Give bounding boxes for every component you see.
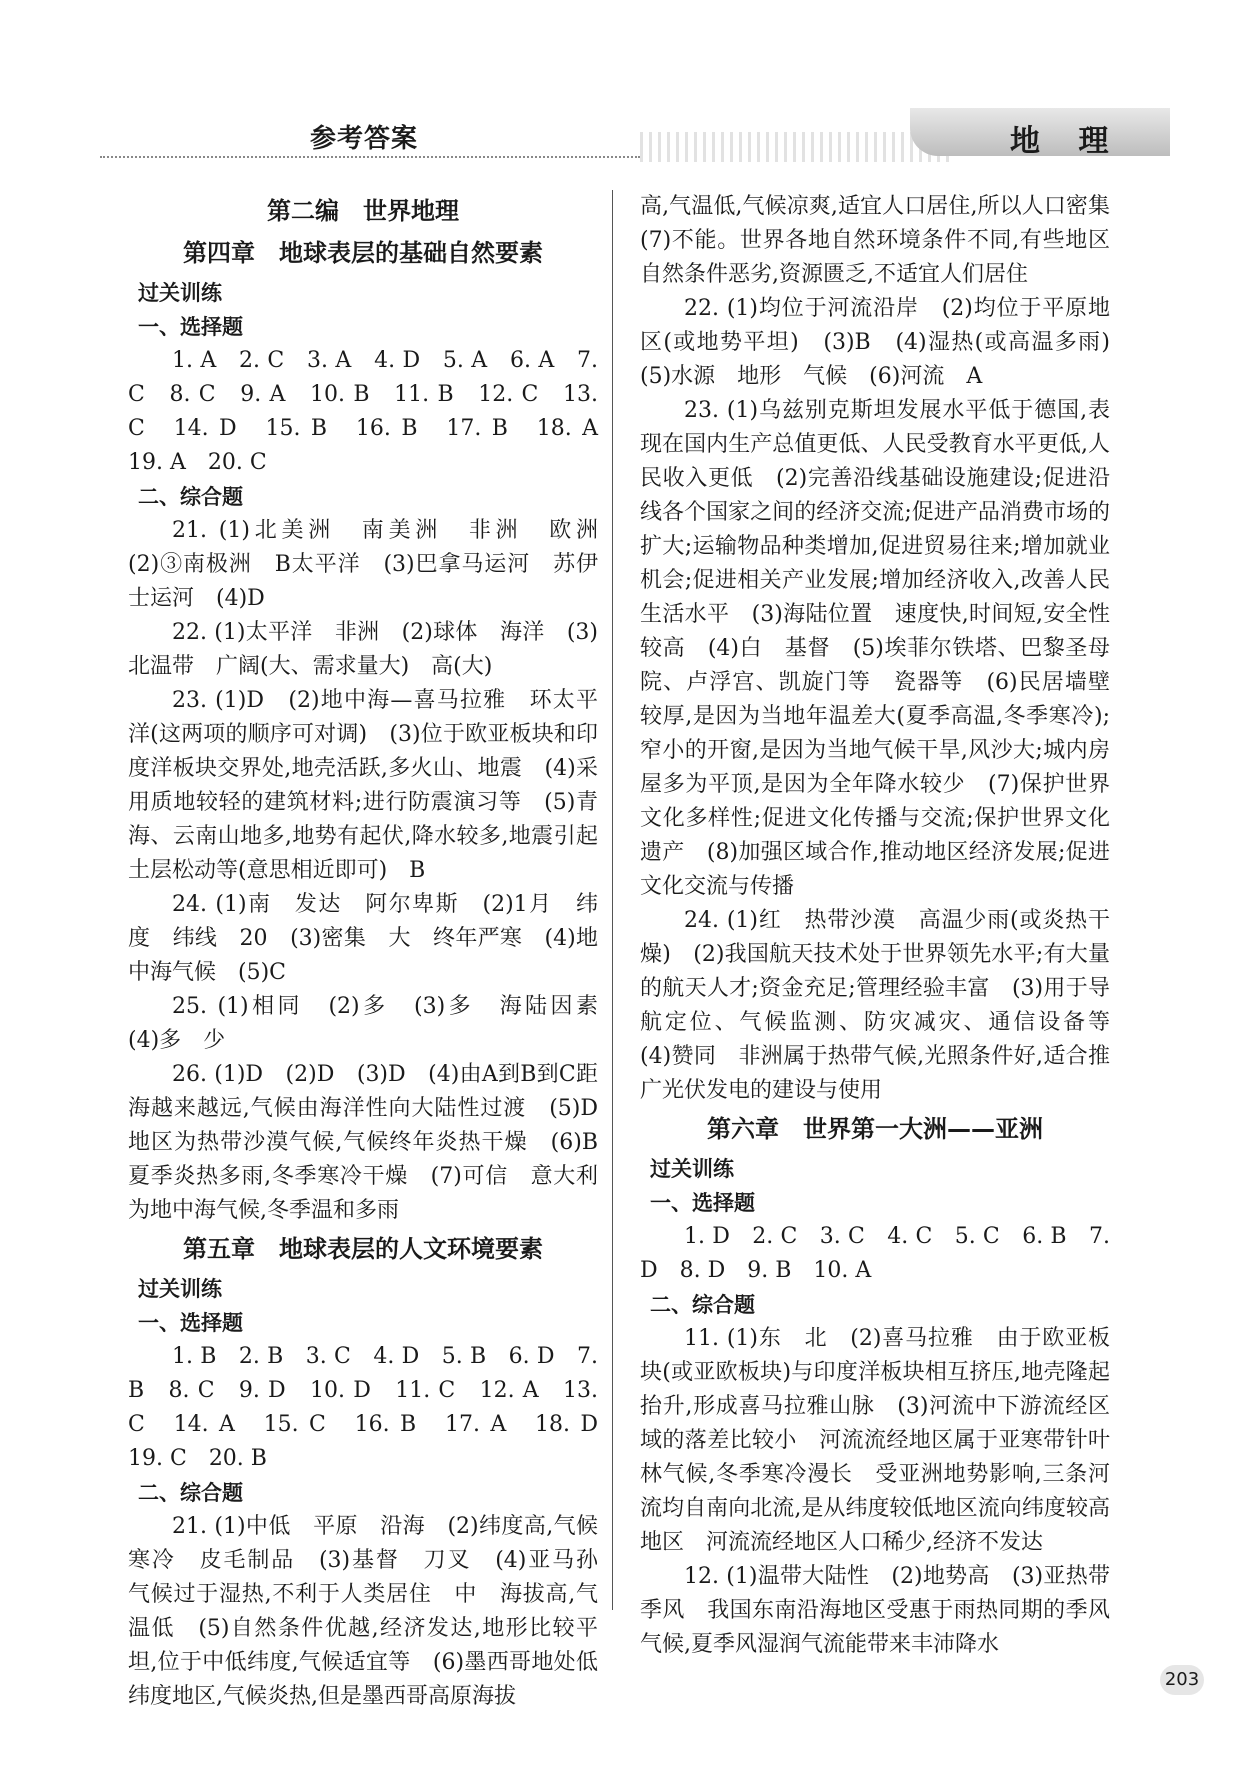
answer-paragraph: 25. (1)相同 (2)多 (3)多 海陆因素 (4)多 少 — [128, 994, 621, 1053]
answer-paragraph: 21. (1)北美洲 南美洲 非洲 欧洲 (2)③南极洲 B太平洋 (3)巴拿马运河 苏伊士运河 (4)D — [128, 518, 621, 611]
section-title: 第五章 地球表层的人文环境要素 — [183, 1235, 543, 1263]
answer-paragraph: 12. (1)温带大陆性 (2)地势高 (3)亚热带季风 我国东南沿海地区受惠于雨热同期的季风气候,夏季风湿润气流能带来丰沛降水 — [640, 1564, 1110, 1657]
column-divider — [612, 190, 613, 1610]
section-title: 第二编 世界地理 — [267, 197, 459, 225]
header-dotted-rule — [100, 156, 640, 158]
subsection-heading: 一、选择题 — [650, 1191, 755, 1215]
subject-name: 地 理 — [1010, 124, 1123, 159]
header-decoration — [640, 132, 950, 162]
answer-paragraph: 21. (1)中低 平原 沿海 (2)纬度高,气候寒冷 皮毛制品 (3)基督 刀叉 (4)亚马孙 气候过于湿热,不利于人类居住 中 海拔高,气温低 (5)自然条件优越,经济发达,地形比较平坦,位于中低纬度,气候适宜等 (6)墨西哥地处低纬度地区,气候炎热,但是墨西哥高原海拔 — [128, 1514, 621, 1709]
subsection-heading: 一、选择题 — [138, 315, 243, 339]
answer-paragraph: 23. (1)乌兹别克斯坦发展水平低于德国,表现在国内生产总值更低、人民受教育水平更低,人民收入更低 (2)完善沿线基础设施建设;促进沿线各个国家之间的经济交流;促进产品消费市场的扩大;运输物品种类增加,促进贸易往来;增加就业机会;促进相关产业发展;增加经济收入,改善人民生活水平 (3)海陆位置 速度快,时间短,安全性较高 (4)白 基督 (5)埃菲尔铁塔、巴黎圣母院、卢浮宫、凯旋门等 瓷器等 (6)民居墙壁较厚,是因为当地年温差大(夏季高温,冬季寒冷);窄小的开窗,是因为当地气候干旱,风沙大;城内房屋多为平顶,是因为全年降水较少 (7)保护世界文化多样性;促进文化传播与交流;保护世界文化遗产 (8)加强区域合作,推动地区经济发展;促进文化交流与传播 — [640, 398, 1110, 899]
answer-paragraph: 22. (1)太平洋 非洲 (2)球体 海洋 (3)北温带 广阔(大、需求量大) 高(大) — [128, 620, 598, 679]
subsection-heading: 过关训练 — [650, 1157, 734, 1181]
subsection-heading: 过关训练 — [138, 1277, 222, 1301]
answer-paragraph: 1. D 2. C 3. C 4. C 5. C 6. B 7. D 8. D 9. B 10. A — [640, 1224, 1110, 1283]
answer-paragraph: 24. (1)红 热带沙漠 高温少雨(或炎热干燥) (2)我国航天技术处于世界领先水平;有大量的航天人才;资金充足;管理经验丰富 (3)用于导航定位、气候监测、防灾减灾、通信设备等 (4)赞同 非洲属于热带气候,光照条件好,适合推广光伏发电的建设与使用 — [640, 908, 1133, 1103]
subsection-heading: 二、综合题 — [650, 1293, 755, 1317]
answer-paragraph: 22. (1)均位于河流沿岸 (2)均位于平原地区(或地势平坦) (3)B (4)湿热(或高温多雨) (5)水源 地形 气候 (6)河流 A — [640, 296, 1133, 389]
answer-paragraph-continued: 高,气温低,气候凉爽,适宜人口居住,所以人口密集 (7)不能。世界各地自然环境条件不同,有些地区自然条件恶劣,资源匮乏,不适宜人们居住 — [640, 194, 1133, 287]
answer-paragraph: 11. (1)东 北 (2)喜马拉雅 由于欧亚板块(或亚欧板块)与印度洋板块相互挤压,地壳隆起抬升,形成喜马拉雅山脉 (3)河流中下游流经区域的落差比较小 河流流经地区属于亚寒带针叶林气候,冬季寒冷漫长 受亚洲地势影响,三条河流均自南向北流,是从纬度较低地区流向纬度较高地区 河流流经地区人口稀少,经济不发达 — [640, 1326, 1110, 1555]
page-number: 203 — [1160, 1665, 1204, 1695]
answer-paragraph: 1. B 2. B 3. C 4. D 5. B 6. D 7. B 8. C 9. D 10. D 11. C 12. A 13. C 14. A 15. C 16. B 17. A 18. D 19. C 20. B — [128, 1344, 621, 1471]
section-title: 第四章 地球表层的基础自然要素 — [183, 239, 543, 267]
subsection-heading: 过关训练 — [138, 281, 222, 305]
subsection-heading: 一、选择题 — [138, 1311, 243, 1335]
left-column — [128, 190, 621, 1714]
right-column — [640, 190, 1133, 1662]
subsection-heading: 二、综合题 — [138, 1481, 243, 1505]
answer-paragraph: 23. (1)D (2)地中海—喜马拉雅 环太平洋(这两项的顺序可对调) (3)位于欧亚板块和印度洋板块交界处,地壳活跃,多火山、地震 (4)采用质地较轻的建筑材料;进行防震演习等 (5)青海、云南山地多,地势有起伏,降水较多,地震引起土层松动等(意思相近即可) B — [128, 688, 598, 883]
subsection-heading: 二、综合题 — [138, 485, 243, 509]
answer-paragraph: 26. (1)D (2)D (3)D (4)由A到B到C距海越来越远,气候由海洋性向大陆性过渡 (5)D地区为热带沙漠气候,气候终年炎热干燥 (6)B 夏季炎热多雨,冬季寒冷干燥 (7)可信 意大利为地中海气候,冬季温和多雨 — [128, 1062, 621, 1223]
header-label: 参考答案 — [310, 124, 419, 154]
answer-paragraph: 24. (1)南 发达 阿尔卑斯 (2)1月 纬度 纬线 20 (3)密集 大 终年严寒 (4)地中海气候 (5)C — [128, 892, 598, 985]
section-title: 第六章 世界第一大洲——亚洲 — [707, 1115, 1043, 1143]
answer-paragraph: 1. A 2. C 3. A 4. D 5. A 6. A 7. C 8. C 9. A 10. B 11. B 12. C 13. C 14. D 15. B 16. B 17. B 18. A 19. A 20. C — [128, 348, 621, 475]
